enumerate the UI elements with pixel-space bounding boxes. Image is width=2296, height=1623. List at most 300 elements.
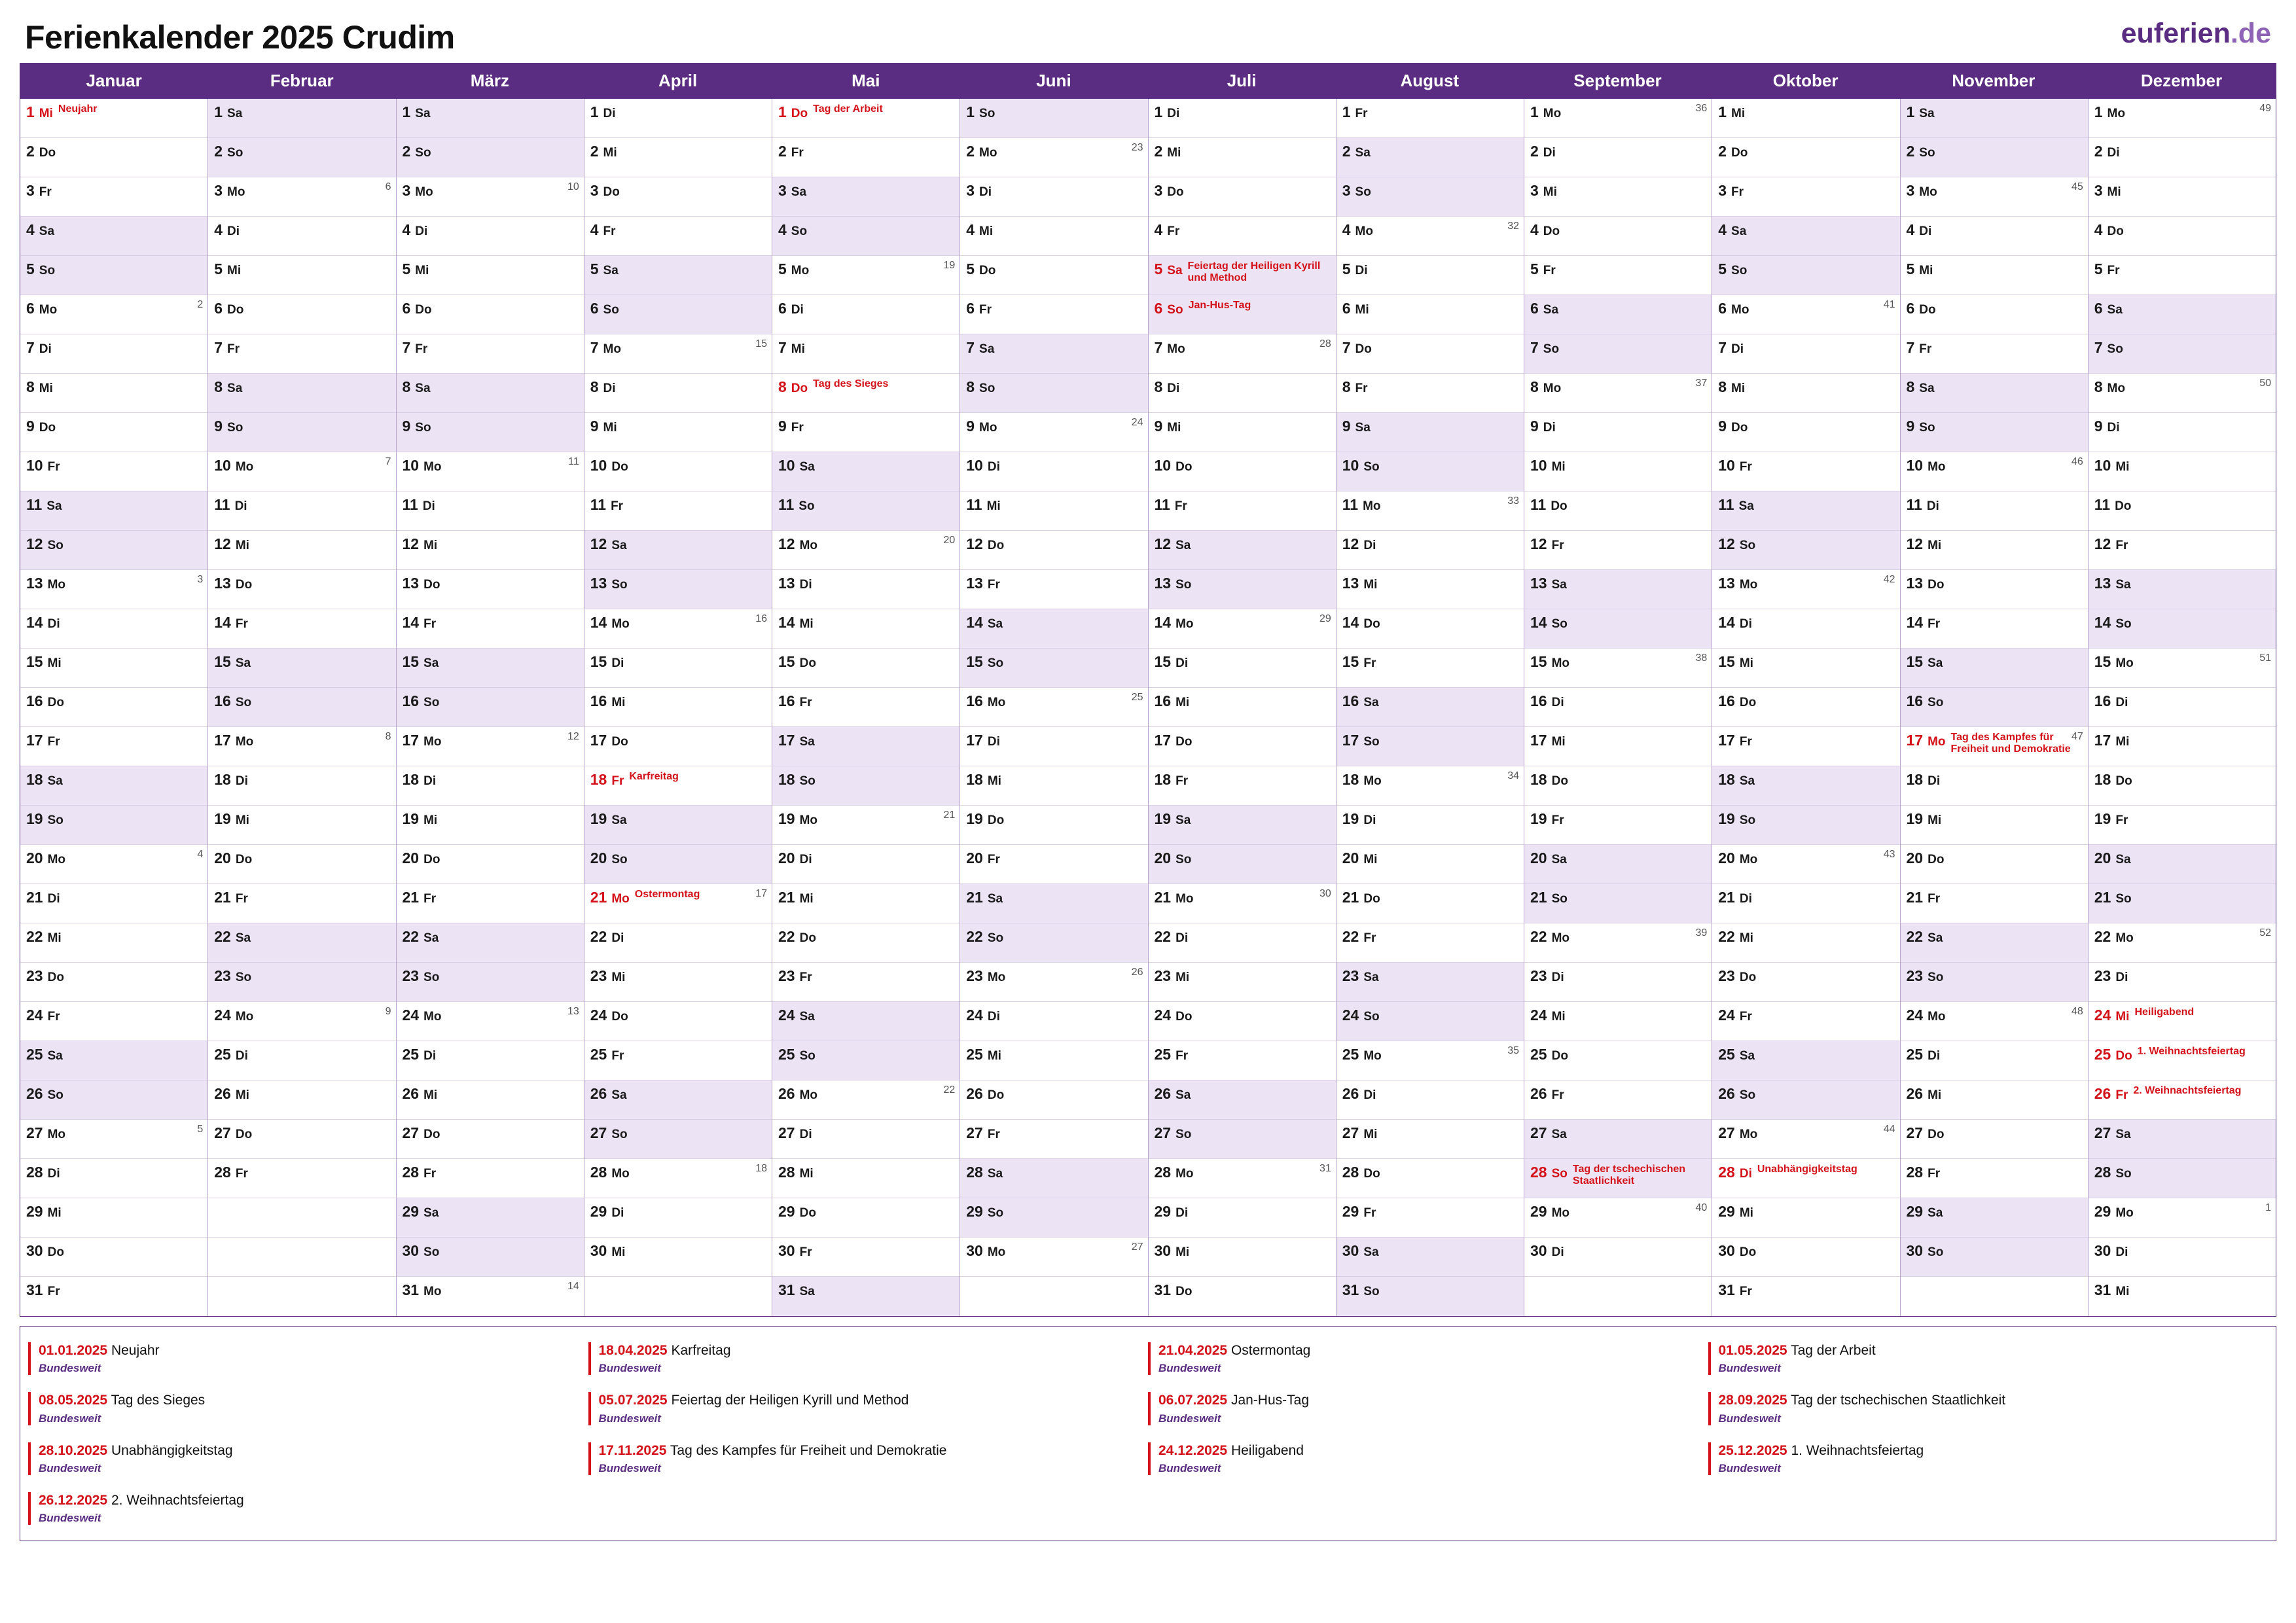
day-cell	[20, 256, 207, 295]
day-weekday: Sa	[1551, 578, 1567, 592]
day-weekday: Do	[1175, 460, 1193, 474]
day-cell	[2089, 217, 2276, 256]
day-number: 8	[1154, 378, 1163, 395]
day-cell	[2089, 295, 2276, 334]
day-cell	[584, 766, 772, 806]
day-number: 10	[778, 457, 795, 474]
day-cell	[772, 413, 960, 452]
day-weekday: Mo	[1919, 185, 1937, 199]
day-number: 2	[590, 143, 599, 160]
holiday-label: Tag des Kampfes für Freiheit und Demokratie	[1950, 732, 2071, 755]
day-weekday: So	[227, 421, 243, 435]
day-number: 18	[1154, 771, 1172, 788]
week-number: 15	[755, 338, 767, 349]
legend-name: Karfreitag	[671, 1343, 731, 1358]
week-number: 3	[197, 574, 204, 585]
month-header-märz: März	[396, 63, 584, 99]
day-number: 6	[402, 300, 411, 317]
day-cell	[1901, 177, 2088, 217]
day-cell	[1149, 99, 1336, 138]
day-cell	[1901, 334, 2088, 374]
day-cell	[208, 688, 395, 727]
day-number: 26	[1154, 1085, 1172, 1102]
day-cell	[960, 884, 1147, 923]
legend-item	[1148, 1434, 1708, 1484]
day-weekday: Di	[2107, 421, 2120, 435]
day-cell	[208, 491, 395, 531]
holiday-label: Tag des Sieges	[813, 378, 889, 389]
day-cell	[1712, 1277, 1899, 1316]
day-cell	[1149, 649, 1336, 688]
legend-name: Feiertag der Heiligen Kyrill und Method	[671, 1393, 909, 1408]
day-cell	[20, 845, 207, 884]
day-number: 12	[966, 535, 983, 552]
day-weekday: Do	[235, 853, 253, 866]
day-number: 24	[402, 1007, 420, 1024]
day-number: 10	[2094, 457, 2111, 474]
week-number: 22	[943, 1084, 956, 1096]
day-number: 16	[1342, 692, 1359, 709]
day-weekday: Mo	[423, 735, 442, 749]
day-cell	[1901, 295, 2088, 334]
day-weekday: Mi	[423, 1088, 438, 1102]
day-weekday: Fr	[1919, 342, 1932, 356]
day-number: 15	[1906, 653, 1924, 670]
day-cell	[960, 1120, 1147, 1159]
day-cell	[1901, 884, 2088, 923]
legend-name: Tag der tschechischen Staatlichkeit	[1791, 1393, 2006, 1408]
day-number: 6	[1342, 300, 1351, 317]
day-cell	[208, 1120, 395, 1159]
day-weekday: Mo	[611, 1167, 630, 1181]
day-weekday: Fr	[987, 853, 1000, 866]
day-weekday: Do	[423, 1128, 440, 1141]
day-cell	[208, 99, 395, 138]
day-weekday: Sa	[423, 1206, 439, 1220]
day-number: 14	[1342, 614, 1359, 631]
day-cell	[1336, 452, 1524, 491]
legend-accent-bar	[1148, 1342, 1151, 1375]
day-weekday: Sa	[1928, 1206, 1943, 1220]
day-cell	[584, 531, 772, 570]
day-weekday: Do	[39, 421, 56, 435]
day-number: 12	[1154, 535, 1172, 552]
day-cell	[584, 1120, 772, 1159]
day-weekday: Sa	[791, 185, 807, 199]
day-number: 23	[402, 967, 420, 984]
day-number: 19	[778, 810, 795, 827]
day-weekday: Mi	[1739, 1206, 1753, 1220]
day-number: 11	[26, 496, 43, 513]
day-cell	[584, 334, 772, 374]
week-number: 16	[755, 613, 767, 624]
day-number: 19	[1530, 810, 1547, 827]
day-cell	[1901, 845, 2088, 884]
day-weekday: Fr	[987, 578, 1000, 592]
day-cell	[1712, 570, 1899, 609]
day-cell	[208, 256, 395, 295]
day-weekday: Mi	[1739, 931, 1753, 945]
day-cell	[1524, 884, 1712, 923]
day-cell	[1524, 649, 1712, 688]
day-number: 7	[778, 339, 787, 356]
day-cell	[584, 256, 772, 295]
day-weekday: Sa	[39, 224, 55, 238]
day-weekday: Mi	[1175, 1245, 1190, 1259]
legend-item	[28, 1383, 588, 1433]
day-number: 23	[1718, 967, 1735, 984]
day-cell	[1712, 884, 1899, 923]
day-number: 12	[1906, 535, 1924, 552]
day-number: 18	[1906, 771, 1924, 788]
day-cell	[772, 1198, 960, 1238]
month-column-februar	[208, 99, 396, 1316]
week-number: 8	[385, 731, 391, 742]
holiday-label: 1. Weihnachtsfeiertag	[2137, 1046, 2246, 1057]
day-number: 14	[26, 614, 43, 631]
day-weekday: Mo	[611, 617, 630, 631]
day-weekday: Do	[1355, 342, 1372, 356]
day-weekday: Do	[1739, 1245, 1757, 1259]
day-number: 31	[1154, 1281, 1172, 1298]
day-weekday: So	[987, 1206, 1004, 1220]
day-cell	[1336, 531, 1524, 570]
day-number: 11	[1342, 496, 1359, 513]
day-cell	[1524, 531, 1712, 570]
day-cell	[960, 727, 1147, 766]
day-cell	[397, 99, 584, 138]
day-cell	[1901, 963, 2088, 1002]
legend-scope: Bundesweit	[39, 1461, 101, 1474]
day-number: 25	[1906, 1046, 1924, 1063]
day-cell	[1712, 1120, 1899, 1159]
day-weekday: Mi	[47, 931, 62, 945]
day-cell	[208, 766, 395, 806]
legend-name: 1. Weihnachtsfeiertag	[1791, 1442, 1924, 1458]
day-number: 27	[1906, 1124, 1924, 1141]
legend-date: 01.01.2025	[39, 1343, 108, 1358]
day-cell	[208, 570, 395, 609]
day-cell	[1524, 256, 1712, 295]
day-weekday: Mi	[423, 813, 438, 827]
day-number: 24	[26, 1007, 43, 1024]
day-number: 26	[2094, 1085, 2111, 1102]
day-number: 5	[214, 260, 223, 277]
day-number: 30	[590, 1242, 607, 1259]
day-number: 1	[26, 103, 35, 120]
day-number: 21	[1906, 889, 1924, 906]
day-weekday: Sa	[979, 342, 995, 356]
legend-scope: Bundesweit	[1158, 1362, 1221, 1375]
day-number: 28	[1718, 1164, 1735, 1181]
day-cell	[2089, 1120, 2276, 1159]
day-number: 4	[1906, 221, 1915, 238]
day-weekday: Di	[799, 578, 812, 592]
day-weekday: Fr	[2115, 1088, 2128, 1102]
day-cell	[1336, 1159, 1524, 1198]
week-number: 1	[2265, 1202, 2271, 1213]
legend-item	[28, 1334, 588, 1383]
day-weekday: Sa	[1928, 931, 1943, 945]
day-cell	[208, 531, 395, 570]
day-weekday: So	[1919, 421, 1935, 435]
day-number: 10	[966, 457, 983, 474]
day-number: 29	[2094, 1203, 2111, 1220]
day-cell	[1901, 256, 2088, 295]
day-cell	[20, 374, 207, 413]
day-weekday: Di	[987, 460, 1000, 474]
day-weekday: Di	[611, 1206, 624, 1220]
day-cell	[772, 1002, 960, 1041]
day-number: 17	[402, 732, 420, 749]
day-weekday: Do	[979, 264, 996, 277]
day-number: 17	[214, 732, 231, 749]
day-number: 21	[1718, 889, 1735, 906]
day-weekday: Do	[415, 303, 432, 317]
day-weekday: Sa	[1355, 146, 1371, 160]
day-weekday: Mo	[987, 971, 1006, 984]
day-number: 19	[402, 810, 420, 827]
day-weekday: Do	[611, 735, 628, 749]
day-number: 17	[1154, 732, 1172, 749]
day-weekday: Sa	[1739, 774, 1755, 788]
day-cell	[584, 649, 772, 688]
day-weekday: Fr	[611, 1049, 624, 1063]
day-cell	[772, 1238, 960, 1277]
day-number: 20	[2094, 849, 2111, 866]
day-weekday: Fr	[423, 1167, 437, 1181]
day-cell	[1712, 99, 1899, 138]
day-weekday: Sa	[1363, 696, 1379, 709]
day-weekday: Mi	[1355, 303, 1369, 317]
day-weekday: Fr	[47, 1285, 60, 1298]
day-weekday: Do	[987, 813, 1005, 827]
day-number: 29	[1342, 1203, 1359, 1220]
day-number: 1	[966, 103, 975, 120]
day-weekday: Sa	[423, 931, 439, 945]
day-number: 25	[214, 1046, 231, 1063]
day-number: 19	[590, 810, 607, 827]
day-number: 3	[590, 182, 599, 199]
day-cell	[960, 1159, 1147, 1198]
day-cell	[1524, 688, 1712, 727]
week-number: 30	[1319, 888, 1331, 899]
day-cell	[1712, 1080, 1899, 1120]
day-number: 7	[1154, 339, 1163, 356]
day-weekday: Fr	[979, 303, 992, 317]
day-weekday: Mi	[799, 617, 814, 631]
day-number: 5	[2094, 260, 2103, 277]
day-weekday: Sa	[1363, 1245, 1379, 1259]
day-cell	[2089, 1002, 2276, 1041]
day-cell	[1901, 99, 2088, 138]
day-number: 10	[590, 457, 607, 474]
day-number: 3	[2094, 182, 2103, 199]
day-weekday: So	[1928, 971, 1944, 984]
day-number: 19	[966, 810, 983, 827]
day-cell	[20, 649, 207, 688]
day-cell	[20, 177, 207, 217]
day-number: 3	[1154, 182, 1163, 199]
day-number: 18	[966, 771, 983, 788]
day-number: 30	[402, 1242, 420, 1259]
day-cell	[772, 766, 960, 806]
day-weekday: Mo	[47, 853, 66, 866]
day-number: 19	[1342, 810, 1359, 827]
day-cell	[20, 570, 207, 609]
day-weekday: Do	[603, 185, 620, 199]
day-weekday: Di	[39, 342, 52, 356]
day-cell	[1524, 295, 1712, 334]
holiday-label: Karfreitag	[629, 771, 679, 782]
day-number: 5	[1530, 260, 1539, 277]
legend-scope: Bundesweit	[39, 1362, 101, 1375]
day-weekday: Sa	[1551, 1128, 1567, 1141]
day-number: 2	[1154, 143, 1163, 160]
day-weekday: Fr	[1175, 774, 1189, 788]
day-weekday: Fr	[791, 146, 804, 160]
day-number: 27	[402, 1124, 420, 1141]
day-number: 2	[26, 143, 35, 160]
day-number: 6	[1154, 300, 1163, 317]
day-weekday: So	[611, 853, 628, 866]
day-cell	[2089, 177, 2276, 217]
day-cell	[772, 845, 960, 884]
day-weekday: Do	[1363, 892, 1380, 906]
week-number: 7	[385, 456, 391, 467]
day-number: 17	[778, 732, 795, 749]
day-number: 1	[1718, 103, 1727, 120]
day-weekday: Mi	[235, 1088, 249, 1102]
day-weekday: Fr	[799, 971, 812, 984]
day-weekday: Fr	[47, 735, 60, 749]
day-number: 20	[778, 849, 795, 866]
day-number: 30	[1718, 1242, 1735, 1259]
day-cell	[397, 413, 584, 452]
day-number: 3	[778, 182, 787, 199]
day-number: 25	[778, 1046, 795, 1063]
day-cell	[960, 688, 1147, 727]
day-number: 11	[1530, 496, 1547, 513]
day-number: 22	[1154, 928, 1172, 945]
day-cell	[1149, 727, 1336, 766]
legend-date: 05.07.2025	[598, 1393, 668, 1408]
day-cell	[20, 963, 207, 1002]
day-cell	[2089, 1277, 2276, 1316]
day-number: 29	[1154, 1203, 1172, 1220]
day-number: 10	[1342, 457, 1359, 474]
day-cell	[20, 1159, 207, 1198]
brand-part-ferien: ferien	[2153, 18, 2231, 49]
day-cell	[1336, 138, 1524, 177]
day-number: 4	[590, 221, 599, 238]
day-weekday: Sa	[611, 539, 627, 552]
day-cell	[1712, 806, 1899, 845]
day-number: 28	[966, 1164, 983, 1181]
day-weekday: So	[1167, 303, 1183, 317]
day-number: 21	[402, 889, 420, 906]
day-cell	[772, 138, 960, 177]
day-weekday: Do	[1551, 774, 1568, 788]
month-header-januar: Januar	[20, 63, 208, 99]
day-number: 16	[214, 692, 231, 709]
week-number: 39	[1695, 927, 1708, 938]
day-weekday: Do	[2115, 1049, 2132, 1063]
day-weekday: Sa	[415, 107, 431, 120]
day-cell	[960, 374, 1147, 413]
day-weekday: Mi	[1543, 185, 1557, 199]
day-number: 7	[26, 339, 35, 356]
day-number: 24	[778, 1007, 795, 1024]
day-number: 9	[1530, 418, 1539, 435]
day-weekday: Sa	[1175, 1088, 1191, 1102]
day-cell	[1149, 491, 1336, 531]
day-number: 24	[966, 1007, 983, 1024]
day-weekday: So	[415, 421, 431, 435]
day-cell	[208, 1159, 395, 1198]
day-weekday: So	[798, 499, 815, 513]
day-weekday: Do	[2115, 774, 2132, 788]
week-number: 6	[385, 181, 391, 192]
month-column-januar	[20, 99, 208, 1316]
day-cell	[2089, 884, 2276, 923]
day-cell	[960, 1198, 1147, 1238]
day-weekday: Fr	[1355, 107, 1368, 120]
legend-accent-bar	[588, 1392, 591, 1425]
day-cell	[20, 295, 207, 334]
day-weekday: So	[979, 382, 996, 395]
day-number: 20	[1342, 849, 1359, 866]
day-cell	[1149, 845, 1336, 884]
month-header-juli: Juli	[1148, 63, 1336, 99]
day-number: 16	[1530, 692, 1547, 709]
day-cell	[1524, 1002, 1712, 1041]
day-cell	[772, 177, 960, 217]
week-number: 20	[943, 535, 956, 546]
day-number: 8	[1342, 378, 1351, 395]
day-cell	[1336, 1277, 1524, 1316]
day-number: 26	[214, 1085, 231, 1102]
day-cell	[1149, 570, 1336, 609]
day-weekday: Sa	[235, 656, 251, 670]
day-number: 11	[590, 496, 607, 513]
day-number: 23	[966, 967, 983, 984]
day-cell	[397, 1041, 584, 1080]
day-weekday: Fr	[227, 342, 240, 356]
day-weekday: Di	[2107, 146, 2120, 160]
day-cell	[960, 963, 1147, 1002]
day-weekday: Fr	[39, 185, 52, 199]
week-number: 44	[1883, 1124, 1895, 1135]
day-number: 6	[966, 300, 975, 317]
day-cell	[960, 295, 1147, 334]
day-number: 10	[214, 457, 231, 474]
day-number: 17	[1530, 732, 1547, 749]
day-weekday: Sa	[1919, 382, 1935, 395]
day-cell	[772, 1120, 960, 1159]
day-weekday: Sa	[47, 1049, 63, 1063]
day-weekday: Do	[791, 382, 808, 395]
day-cell	[20, 491, 207, 531]
day-number: 15	[590, 653, 607, 670]
day-weekday: Fr	[1731, 185, 1744, 199]
day-cell	[584, 845, 772, 884]
day-cell	[960, 177, 1147, 217]
day-weekday: Do	[1928, 1128, 1945, 1141]
week-number: 25	[1131, 692, 1143, 703]
day-weekday: Di	[1363, 813, 1376, 827]
day-cell	[1901, 413, 2088, 452]
